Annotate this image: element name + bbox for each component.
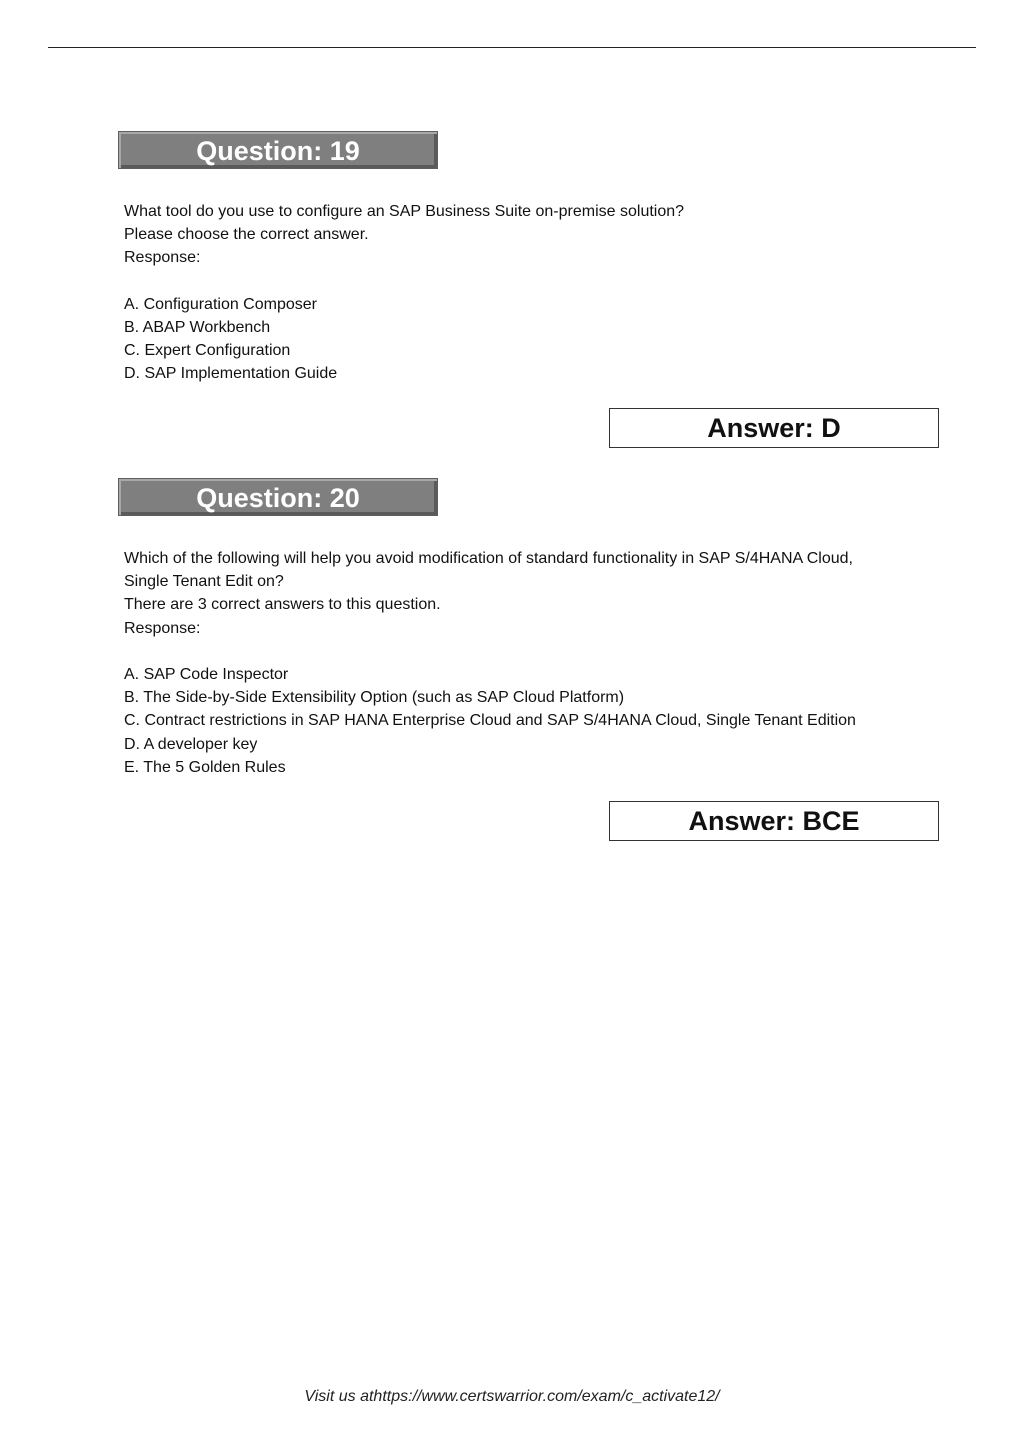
question-20-option-e: E. The 5 Golden Rules <box>124 758 286 776</box>
question-19-banner <box>118 131 438 169</box>
question-19-text: What tool do you use to configure an SAP Business Suite on-premise solution? <box>124 203 685 220</box>
question-19-option-c: C. Expert Configuration <box>124 342 291 360</box>
question-20-response-label: Response: <box>124 619 201 637</box>
question-20-text-line-1: Which of the following will help you avoid modification of standard functionality in SAP S/4HANA Cloud, <box>124 550 853 567</box>
question-20-option-b: B. The Side-by-Side Extensibility Option (such as SAP Cloud Platform) <box>124 689 625 707</box>
question-20-option-d: D. A developer key <box>124 735 258 753</box>
footer-visit-link[interactable]: Visit us athttps://www.certswarrior.com/exam/c_activate12/ <box>304 1388 720 1405</box>
question-19-option-d: D. SAP Implementation Guide <box>124 365 338 383</box>
question-20-answer: Answer: BCE <box>688 806 860 836</box>
question-19-body <box>124 200 944 386</box>
question-19-option-b: B. ABAP Workbench <box>124 319 271 336</box>
question-20-banner <box>118 478 438 516</box>
question-20-title: Question: 20 <box>196 483 360 513</box>
question-20-option-c: C. Contract restrictions in SAP HANA Enterprise Cloud and SAP S/4HANA Cloud, Single Tenant Edition <box>124 712 856 730</box>
question-20-answer-box <box>609 801 939 841</box>
question-19-answer: Answer: D <box>707 413 841 443</box>
question-20-body <box>124 547 944 779</box>
question-20-text-line-2: Single Tenant Edit on? <box>124 573 284 591</box>
question-19-option-a: A. Configuration Composer <box>124 295 317 313</box>
question-19-response-label: Response: <box>124 249 201 267</box>
question-20-option-a: A. SAP Code Inspector <box>124 666 289 683</box>
question-19-answer-box <box>609 408 939 448</box>
question-20-instruction: There are 3 correct answers to this question. <box>124 596 441 614</box>
question-19-instruction: Please choose the correct answer. <box>124 226 369 244</box>
header-rule <box>48 47 976 48</box>
question-19-title: Question: 19 <box>196 136 360 166</box>
